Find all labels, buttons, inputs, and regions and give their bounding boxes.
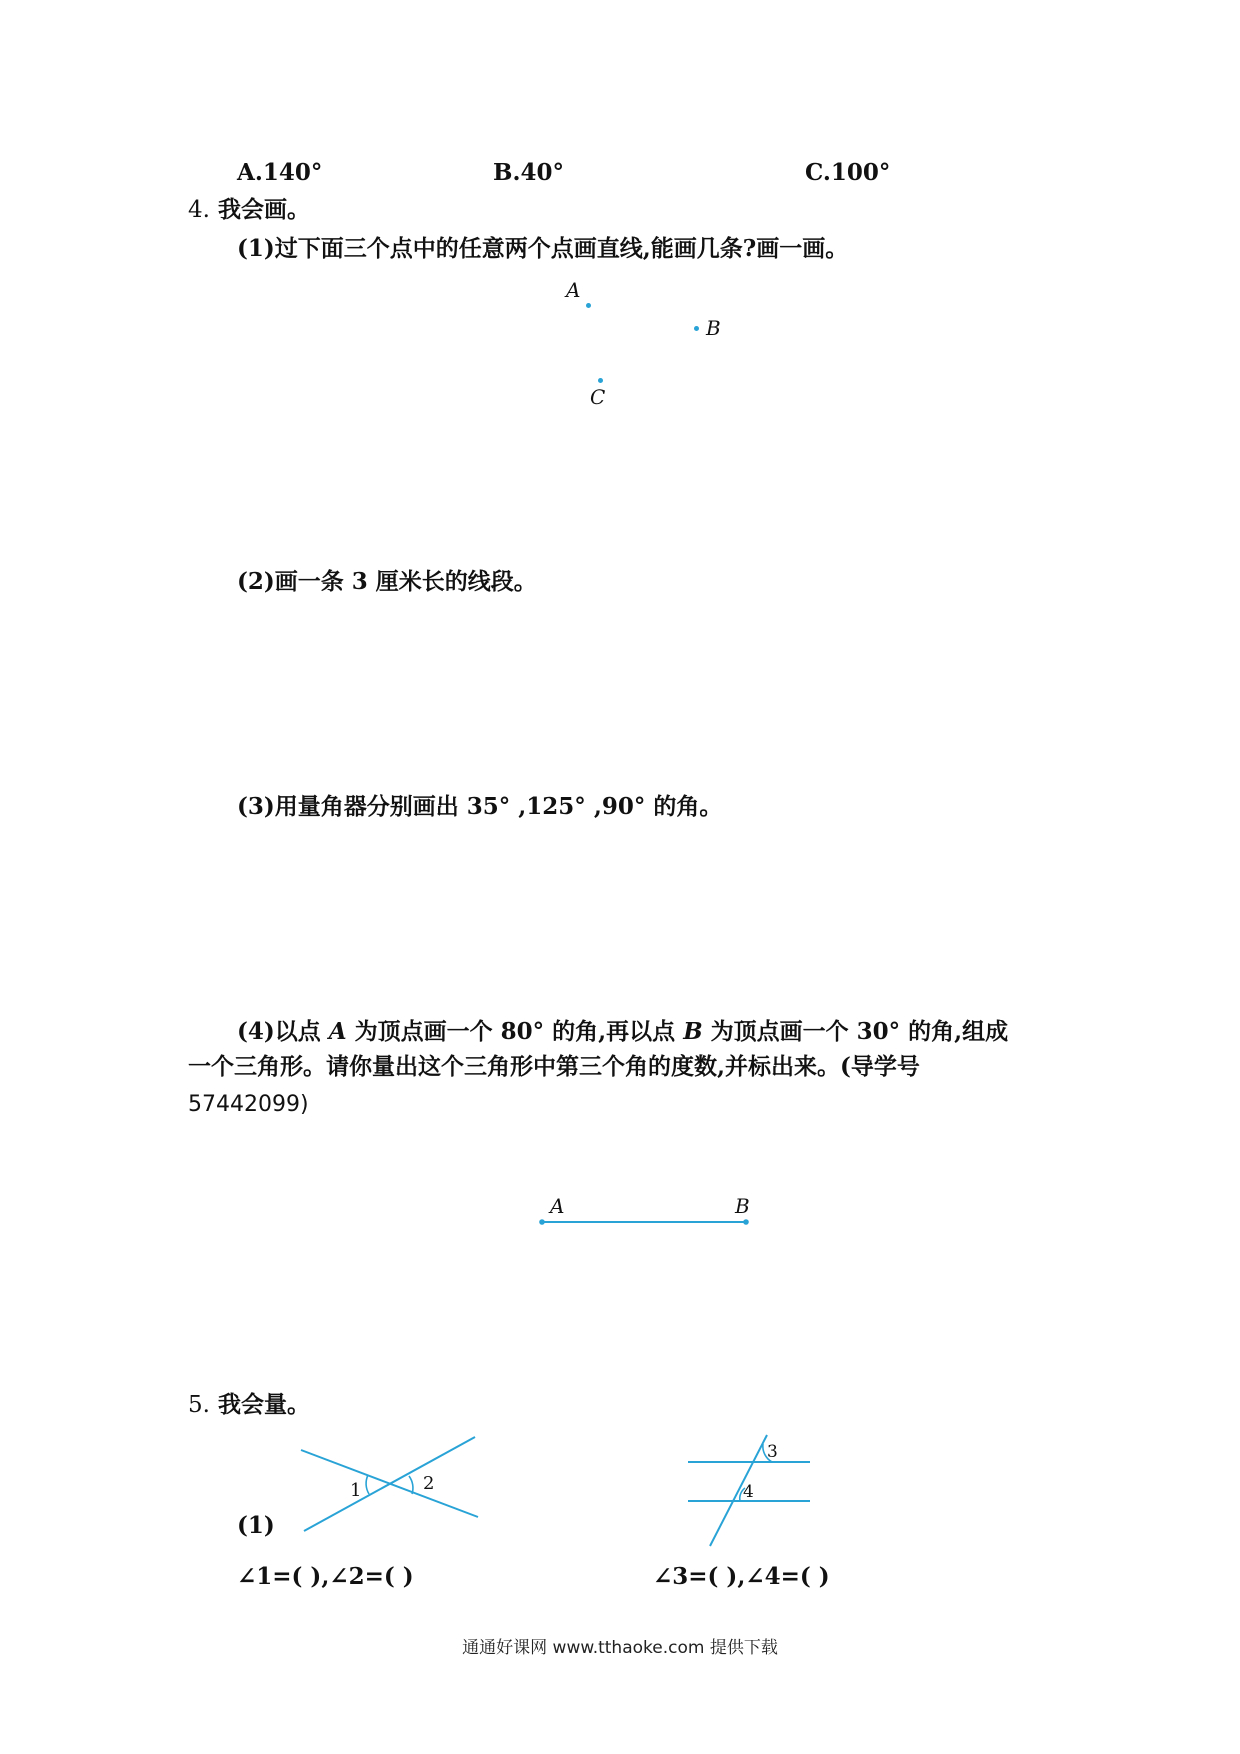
point-b-dot bbox=[694, 326, 699, 331]
point-c-label: C bbox=[590, 385, 606, 409]
segment-label-b: B bbox=[735, 1194, 750, 1218]
q4-part4-text-a: (4)以点 bbox=[237, 1018, 329, 1045]
q4-part4-point-a: A bbox=[328, 1018, 347, 1045]
question-5-title: 我会量。 bbox=[217, 1391, 310, 1418]
point-c-dot bbox=[598, 378, 603, 383]
figure-parallel-lines bbox=[685, 1430, 835, 1550]
q4-part4-line3: 57442099) bbox=[188, 1092, 309, 1117]
figure-intersecting-lines bbox=[295, 1430, 495, 1540]
point-b-label: B bbox=[706, 316, 721, 340]
q4-part4-text-c: 为顶点画一个 30° 的角,组成 bbox=[702, 1018, 1009, 1045]
option-a: A.140° bbox=[237, 159, 323, 186]
point-a-label: A bbox=[566, 278, 581, 302]
q5-answers-left: ∠1=( ),∠2=( ) bbox=[237, 1563, 414, 1590]
question-5-heading bbox=[188, 1393, 310, 1417]
q4-part4-line1 bbox=[237, 1020, 1008, 1043]
question-4-title: 我会画。 bbox=[217, 196, 310, 223]
angle-3-label: 3 bbox=[767, 1442, 778, 1462]
q5-sub-1: (1) bbox=[237, 1512, 275, 1539]
q4-part3-text: (3)用量角器分别画出 35° ,125° ,90° 的角。 bbox=[237, 793, 723, 820]
q4-part1-text: (1)过下面三个点中的任意两个点画直线,能画几条?画一画。 bbox=[237, 235, 849, 262]
q5-answers-right: ∠3=( ),∠4=( ) bbox=[653, 1563, 830, 1590]
question-5-number: 5. bbox=[188, 1392, 210, 1418]
q4-part4-point-b: B bbox=[683, 1018, 703, 1045]
angle-2-label: 2 bbox=[423, 1473, 435, 1494]
question-4-heading bbox=[188, 198, 310, 222]
segment-label-a: A bbox=[550, 1194, 565, 1218]
question-4-number: 4. bbox=[188, 197, 210, 223]
q4-part4-text-b: 为顶点画一个 80° 的角,再以点 bbox=[346, 1018, 684, 1045]
angle-1-label: 1 bbox=[350, 1480, 362, 1501]
option-c: C.100° bbox=[805, 159, 891, 186]
angle-4-label: 4 bbox=[743, 1482, 754, 1502]
q4-part2-text: (2)画一条 3 厘米长的线段。 bbox=[237, 568, 537, 595]
q4-part4-line2: 一个三角形。请你量出这个三角形中第三个角的度数,并标出来。(导学号 bbox=[188, 1053, 920, 1080]
point-a-dot bbox=[586, 303, 591, 308]
option-b: B.40° bbox=[493, 159, 564, 186]
segment-ab bbox=[538, 1218, 758, 1228]
footer-credit: 通通好课网 www.tthaoke.com 提供下载 bbox=[462, 1638, 778, 1658]
